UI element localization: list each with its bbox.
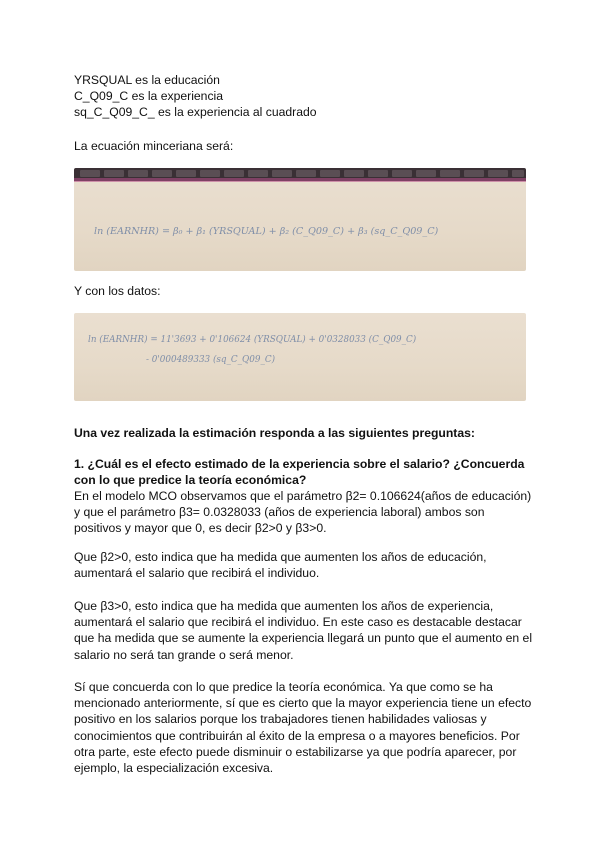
question-1: 1. ¿Cuál es el efecto estimado de la experiencia sobre el salario? ¿Concuerda con lo que predice la teoría económica? — [74, 457, 525, 488]
keyboard-edge-graphic — [74, 168, 526, 271]
estimation-photo — [74, 313, 526, 401]
definition-experience: C_Q09_C es la experiencia — [74, 89, 224, 103]
instruction-heading: Una vez realizada la estimación responda a las siguientes preguntas: — [74, 426, 475, 440]
equation-intro: La ecuación minceriana será: — [74, 139, 234, 153]
definition-education: YRSQUAL es la educación — [74, 73, 220, 87]
handwritten-model-equation: ln (EARNHR) = β₀ + β₁ (YRSQUAL) + β₂ (C_Q09_C) + β₃ (sq_C_Q09_C) — [94, 226, 439, 237]
answer-paragraph-1: En el modelo MCO observamos que el parámetro β2= 0.106624(años de educación) y que el parámetro β3= 0.0328033 (años de experiencia laboral) ambos son positivos y mayor que 0, es decir β2>0 y β3>0. — [74, 489, 532, 536]
equation-photo — [74, 168, 526, 271]
answer-paragraph-4: Sí que concuerda con lo que predice la teoría económica. Ya que como se ha mencionado anteriormente, sí que es cierto que la mayor experiencia tiene un efecto positivo en los salarios porque los trabajadores tienen habilidades valiosas y conocimientos que contribuirán al éxito de la empresa o a mayores beneficios. Por otra parte, este efecto puede disminuir o estabilizarse ya que podría aparecer, por ejemplo, la especialización excesiva. — [74, 680, 532, 776]
handwritten-estimation-line1: ln (EARNHR) = 11'3693 + 0'106624 (YRSQUAL) + 0'0328033 (C_Q09_C) — [88, 335, 417, 345]
answer-paragraph-3: Que β3>0, esto indica que ha medida que aumenten los años de experiencia, aumentará el salario que recibirá el individuo. En este caso es destacable destacar que ha medida que se aumente la experiencia llegará un punto que el aumento en el salario no será tan grande o será menor. — [74, 599, 533, 662]
handwritten-estimation-line2: - 0'000489333 (sq_C_Q09_C) — [146, 355, 276, 365]
definition-experience-squared: sq_C_Q09_C_ es la experiencia al cuadrado — [74, 105, 317, 119]
answer-paragraph-2: Que β2>0, esto indica que ha medida que aumenten los años de educación, aumentará el salario que recibirá el individuo. — [74, 550, 487, 581]
data-intro: Y con los datos: — [74, 284, 161, 298]
